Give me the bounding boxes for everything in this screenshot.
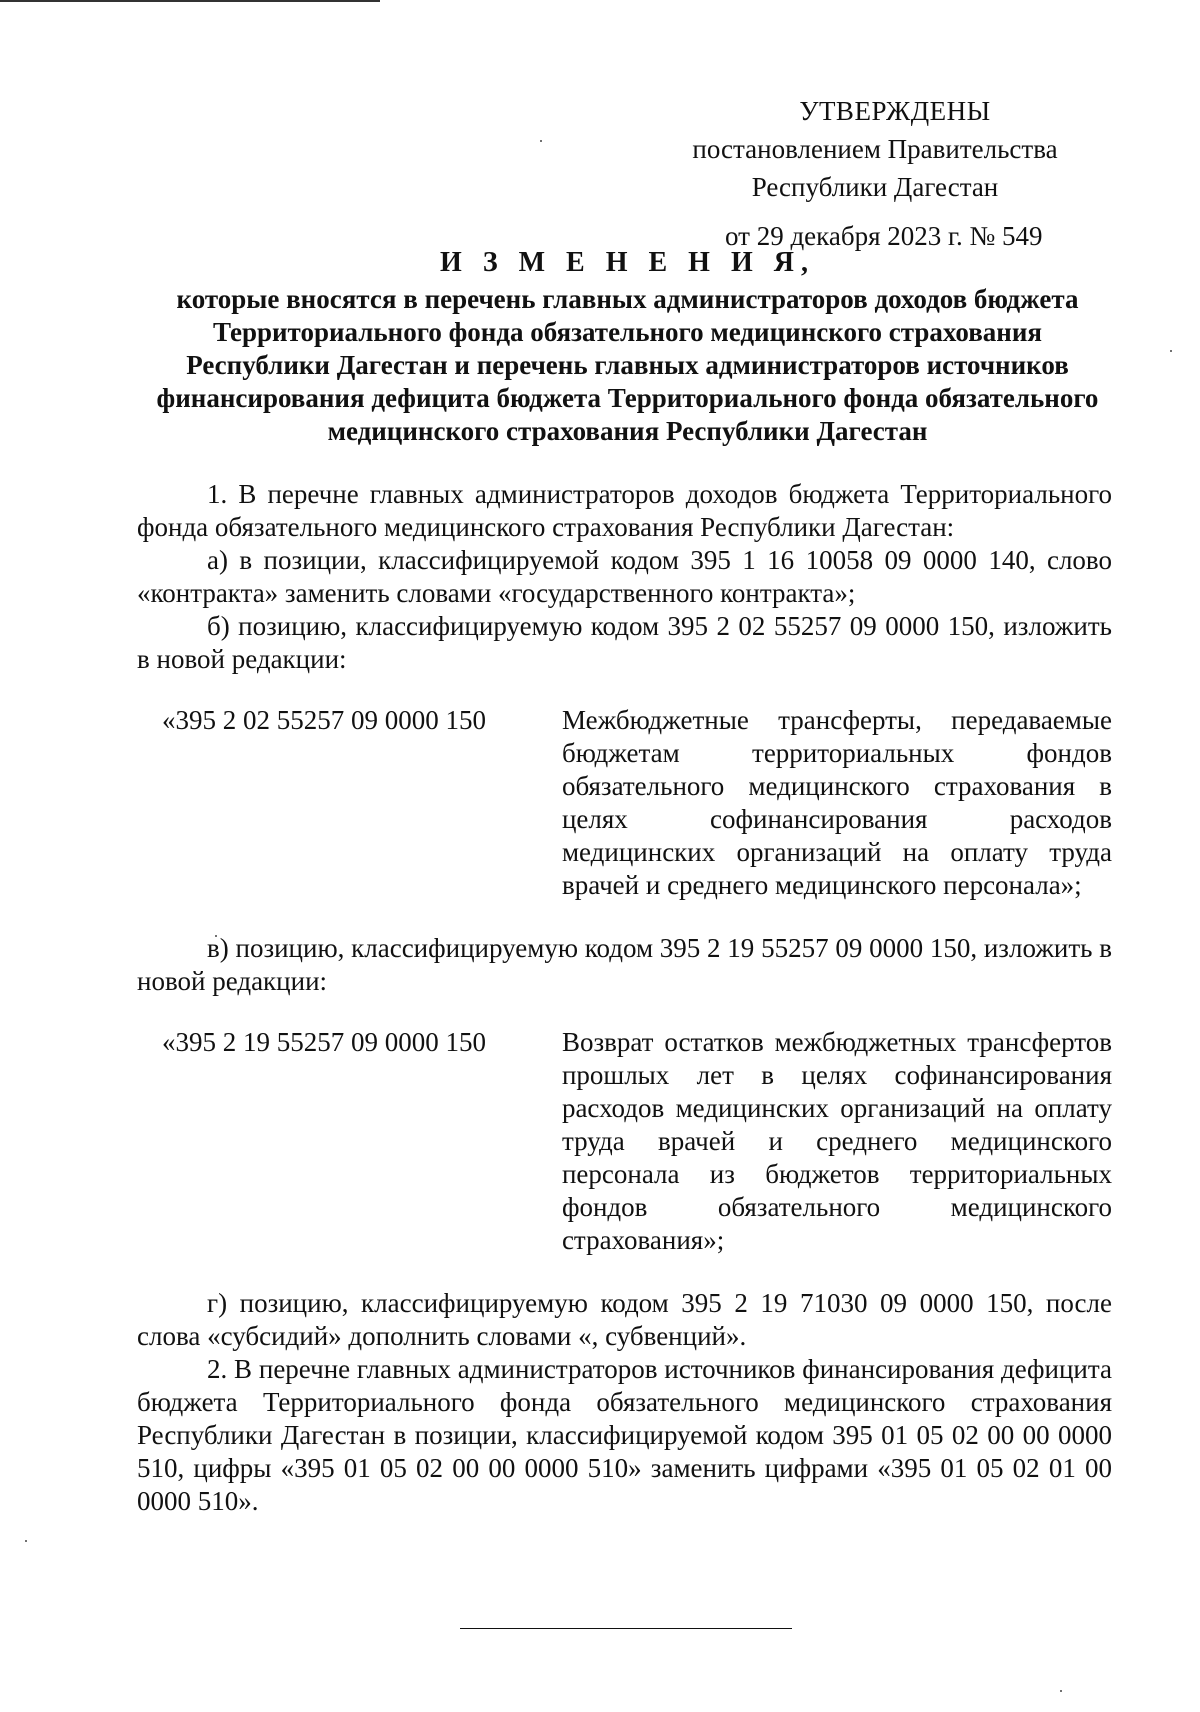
document-title: [140, 246, 1115, 448]
scan-speck: [25, 1540, 27, 1542]
approval-line-1: постановлением Правительства: [692, 134, 1058, 164]
approval-date: от 29 декабря 2023 г. № 549: [725, 221, 1043, 251]
section-2-text: 2. В перечне главных администраторов источников финансирования дефицита бюджета Территориального фонда обязательного медицинского страхования Республики Дагестан в позиции, классифицируемой кодом 395 01 05 02 00 00 0000 510, цифры «395 01 05 02 00 00 0000 510» заменить цифрами «395 01 05 02 01 00 0000 510».: [137, 1354, 1112, 1516]
position-v-code: «395 2 19 55257 09 0000 150: [162, 1027, 486, 1057]
position-b-row: [137, 704, 1112, 902]
approval-line-2: Республики Дагестан: [751, 172, 999, 202]
approval-stamp-block: [650, 95, 1100, 251]
scan-speck: [1060, 1690, 1062, 1692]
position-b-code: «395 2 02 55257 09 0000 150: [162, 705, 486, 735]
section-1-item-a: а) в позиции, классифицируемой кодом 395 1 16 10058 09 0000 140, слово «контракта» заменить словами «государственного контракта»;: [137, 545, 1112, 608]
scan-edge-artifact: [0, 0, 380, 2]
scan-speck: [540, 140, 542, 142]
position-v-description: Возврат остатков межбюджетных трансфертов прошлых лет в целях софинансирования расходов медицинских организаций на оплату труда врачей и среднего медицинского персонала из бюджетов территориальных фондов обязательного медицинского страхования»;: [561, 1027, 1112, 1255]
title-heading: И З М Е Н Е Н И Я,: [440, 247, 815, 278]
title-subtitle: которые вносятся в перечень главных администраторов доходов бюджета Территориального фонда обязательного медицинского страхования Республики Дагестан и перечень главных администраторов источников финансирования дефицита бюджета Территориального фонда обязательного медицинского страхования Республики Дагестан: [156, 284, 1099, 446]
section-1-intro: 1. В перечне главных администраторов доходов бюджета Территориального фонда обязательного медицинского страхования Республики Дагестан:: [137, 479, 1112, 542]
document-body: [137, 478, 1112, 1518]
section-1-item-v: в) позицию, классифицируемую кодом 395 2 19 55257 09 0000 150, изложить в новой редакции:: [137, 933, 1112, 996]
closing-separator-line: [460, 1628, 792, 1629]
section-1-item-g: г) позицию, классифицируемую кодом 395 2 19 71030 09 0000 150, после слова «субсидий» дополнить словами «, субвенций».: [137, 1288, 1112, 1351]
position-b-description: Межбюджетные трансферты, передаваемые бюджетам территориальных фондов обязательного медицинского страхования в целях софинансирования расходов медицинских организаций на оплату труда врачей и среднего медицинского персонала»;: [561, 705, 1112, 900]
section-1-item-b: б) позицию, классифицируемую кодом 395 2 02 55257 09 0000 150, изложить в новой редакции:: [137, 611, 1112, 674]
approved-label: УТВЕРЖДЕНЫ: [799, 96, 991, 126]
scan-speck: [1170, 350, 1172, 352]
position-v-row: [137, 1026, 1112, 1257]
